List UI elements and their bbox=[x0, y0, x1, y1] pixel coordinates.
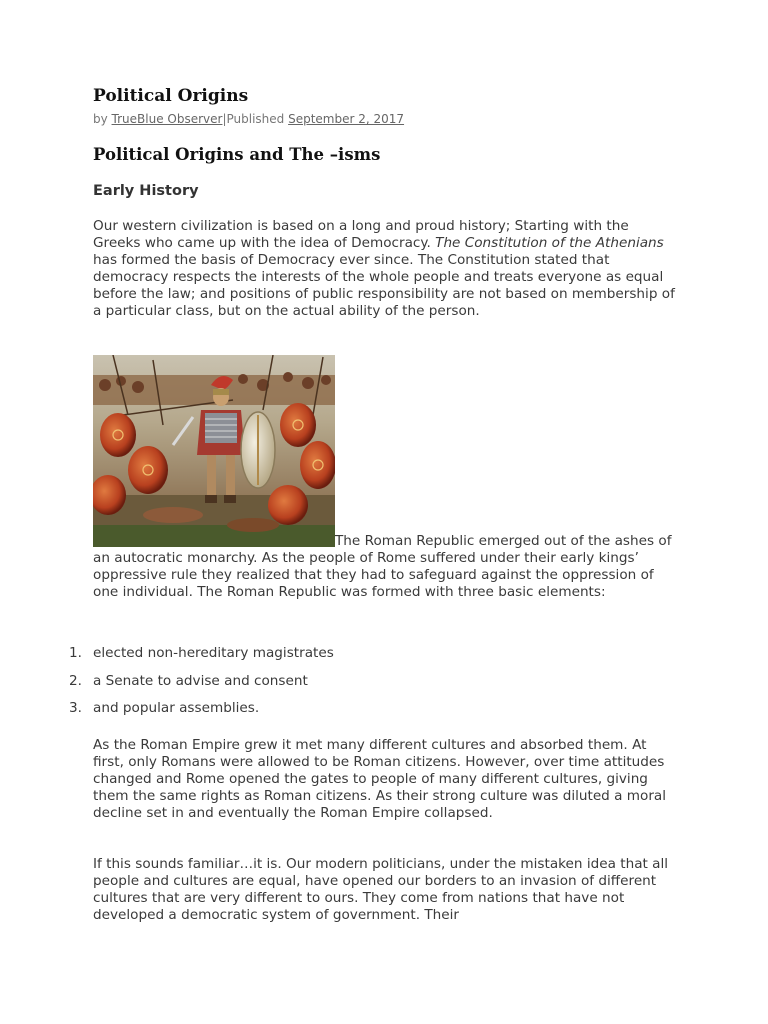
list-text: and popular assemblies. bbox=[93, 700, 260, 716]
roman-battle-image bbox=[93, 355, 335, 547]
byline-by: by bbox=[93, 112, 112, 126]
elements-list bbox=[69, 645, 334, 728]
byline bbox=[93, 112, 404, 126]
image-spacer bbox=[93, 544, 335, 545]
paragraph-text: The Roman Republic emerged out of the ashes of an autocratic monarchy. As the people of Rome suffered under their early kings’ oppressive rule they realized that they had to safeguard against the oppression of one individual. The Roman Republic was formed with three basic elements: bbox=[93, 533, 672, 600]
page-title: Political Origins bbox=[93, 86, 249, 106]
list-number: 2. bbox=[69, 672, 82, 689]
list-number: 1. bbox=[69, 645, 82, 661]
paragraph-roman-republic bbox=[93, 533, 678, 601]
paragraph-modern: If this sounds familiar…it is. Our modern politicians, under the mistaken idea that all people and cultures are equal, have opened our borders to an invasion of different cultures that are very different to ours. They come from nations that have not developed a democratic system of government. Their bbox=[93, 856, 669, 923]
date-link[interactable]: September 2, 2017 bbox=[288, 112, 405, 126]
constitution-title: The Constitution of the Athenians bbox=[435, 235, 664, 251]
section-heading: Early History bbox=[93, 183, 199, 199]
list-text: a Senate to advise and consent bbox=[93, 672, 308, 689]
battle-painting bbox=[93, 355, 335, 547]
list-item bbox=[69, 700, 334, 728]
author-link[interactable]: TrueBlue Observer bbox=[111, 112, 223, 126]
article-heading: Political Origins and The –isms bbox=[93, 145, 381, 164]
list-number: 3. bbox=[69, 700, 82, 716]
list-item bbox=[69, 645, 334, 673]
list-item bbox=[69, 672, 334, 701]
paragraph-intro bbox=[93, 218, 678, 320]
byline-published: |Published bbox=[222, 112, 289, 126]
paragraph-text: Our western civilization is based on a long and proud history; Starting with the Greeks who came up with the idea of Democracy. bbox=[93, 218, 629, 251]
list-text: elected non-hereditary magistrates bbox=[93, 645, 334, 661]
paragraph-text: has formed the basis of Democracy ever since. The Constitution stated that democracy respects the interests of the whole people and treats everyone as equal before the law; and positions of public responsibility are not based on membership of a particular class, but on the actual ability of the person. bbox=[93, 252, 675, 319]
paragraph-roman-empire: As the Roman Empire grew it met many different cultures and absorbed them. At first, only Romans were allowed to be Roman citizens. However, over time attitudes changed and Rome opened the gates to people of many different cultures, giving them the same rights as Roman citizens. As their strong culture was diluted a moral decline set in and eventually the Roman Empire collapsed. bbox=[93, 737, 667, 821]
